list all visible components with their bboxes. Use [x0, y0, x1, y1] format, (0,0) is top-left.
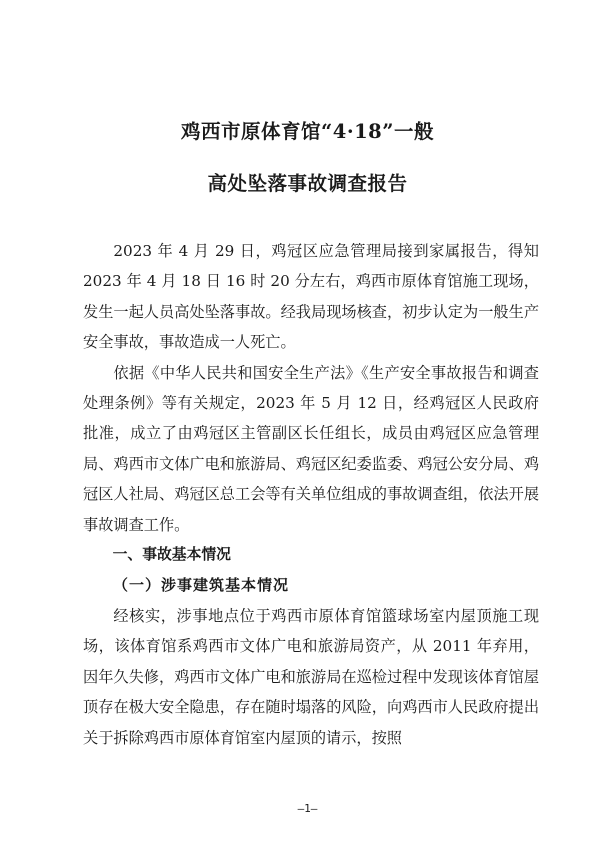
document-title-line-2: 高处坠落事故调查报告 [207, 172, 408, 195]
section-heading-1: 一、事故基本情况 [112, 546, 231, 564]
subsection-heading-1: （一）涉事建筑基本情况 [113, 576, 290, 595]
paragraph-3: 经核实，涉事地点位于鸡西市原体育馆篮球场室内屋顶施工现场，该体育馆系鸡西市文体广电和旅游局资产，从 2011 年弃用，因年久失修，鸡西市文体广电和旅游局在巡检过程中发现该体育馆屋顶存在极大安全隐患，存在随时塌落的风险，向鸡西市人民政府提出关于拆除鸡西市原体育馆室内屋顶的请示，按照 [83, 606, 539, 747]
document-title-line-1: 鸡西市原体育馆“4·18”一般 [181, 120, 434, 143]
page-number: —1— [297, 802, 318, 815]
paragraph-2: 依据《中华人民共和国安全生产法》《生产安全事故报告和调查处理条例》等有关规定，2023 年 5 月 12 日，经鸡冠区人民政府批准，成立了由鸡冠区主管副区长任组长，成员由鸡冠区应急管理局、鸡西市文体广电和旅游局、鸡冠区纪委监委、鸡冠公安分局、鸡冠区人社局、鸡冠区总工会等有关单位组成的事故调查组，依法开展事故调查工作。 [83, 363, 539, 534]
document-body [83, 236, 539, 753]
paragraph-1: 2023 年 4 月 29 日，鸡冠区应急管理局接到家属报告，得知 2023 年 4 月 18 日 16 时 20 分左右，鸡西市原体育馆施工现场，发生一起人员高处坠落事故。经我局现场核查，初步认定为一般生产安全事故，事故造成一人死亡。 [83, 242, 539, 352]
